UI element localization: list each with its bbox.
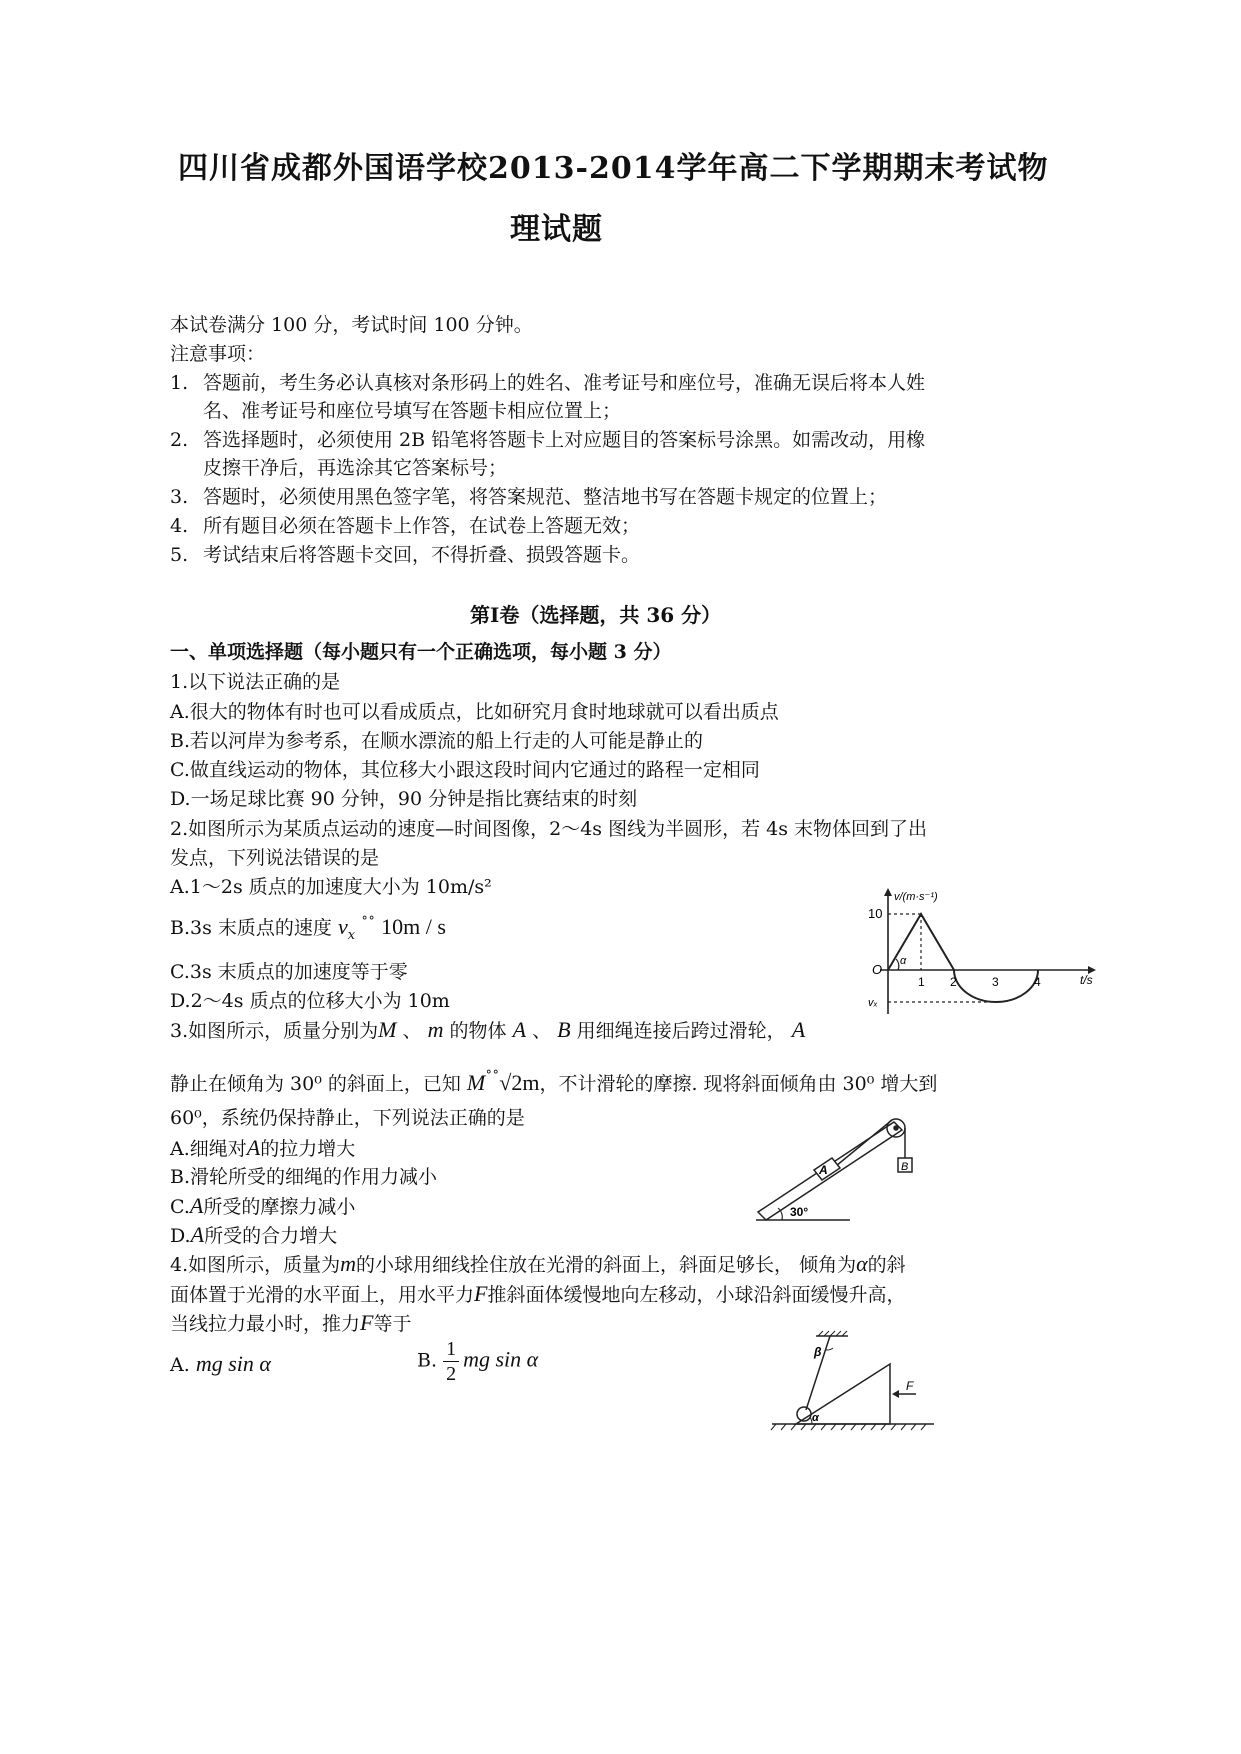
q3-text-d: 、 bbox=[532, 1020, 552, 1042]
q3-text-a: 3.如图所示，质量分别为 bbox=[170, 1020, 379, 1042]
vt-tick-1: 1 bbox=[918, 975, 925, 989]
q4-text-a: 4.如图所示，质量为 bbox=[170, 1254, 341, 1276]
q3-object-A: A bbox=[512, 1017, 527, 1042]
q4-b-fraction bbox=[443, 1337, 459, 1386]
q3-c-A: A bbox=[189, 1193, 204, 1218]
q1-stem: 1.以下说法正确的是 bbox=[170, 671, 341, 693]
q2-stem-line1: 2.如图所示为某质点运动的速度—时间图像，2～4s 图线为半圆形，若 4s 末物体回到了出 bbox=[170, 818, 928, 840]
q4-stem-line3 bbox=[170, 1311, 411, 1336]
vt-alpha-arc bbox=[896, 959, 899, 970]
q3-a-post: 的拉力增大 bbox=[260, 1138, 356, 1160]
q4-stem-line2 bbox=[170, 1282, 905, 1307]
note-2-num: 2. bbox=[170, 429, 189, 451]
q3-c-post: 所受的摩擦力减小 bbox=[203, 1196, 356, 1218]
vt-ylabel: v/(m·s⁻¹) bbox=[894, 891, 938, 903]
q4-a-label: A. bbox=[170, 1354, 190, 1376]
vt-tick-4: 4 bbox=[1034, 975, 1041, 989]
note-1-line2: 名、准考证号和座位号填写在答题卡相应位置上； bbox=[203, 400, 622, 422]
note-3-num: 3. bbox=[170, 486, 189, 508]
section-title: 第Ⅰ卷（选择题，共 36 分） bbox=[470, 603, 722, 627]
note-2-line2: 皮擦干净后，再选涂其它答案标号； bbox=[203, 457, 508, 479]
q4-stem-line1 bbox=[170, 1252, 906, 1277]
ball-incline-figure bbox=[768, 1330, 938, 1438]
q4-text-e: 推斜面体缓慢地向左移动，小球沿斜面缓慢升高， bbox=[487, 1284, 906, 1306]
force-label: F bbox=[906, 1379, 914, 1393]
q2-stem-line2: 发点，下列说法错误的是 bbox=[170, 847, 380, 869]
incline-pulley-figure bbox=[752, 1108, 932, 1226]
q2-velocity-symbol: v bbox=[337, 914, 348, 939]
q3-option-d bbox=[170, 1223, 337, 1248]
q4-text-b: 的小球用细线拴住放在光滑的斜面上，斜面足够长， 倾角为 bbox=[356, 1254, 857, 1276]
doc-title-line1: 四川省成都外国语学校2013-2014学年高二下学期期末考试物 bbox=[178, 151, 1049, 186]
note-2-line1: 答选择题时，必须使用 2B 铅笔将答题卡上对应题目的答案标号涂黑。如需改动，用橡 bbox=[203, 429, 926, 451]
q3-text-g: ，不计滑轮的摩擦. 现将斜面倾角由 30⁰ 增大到 bbox=[539, 1073, 938, 1095]
q3-garbled-symbol: ˚˚ bbox=[485, 1070, 500, 1086]
q3-text-b: 、 bbox=[402, 1020, 422, 1042]
q2-option-d: D.2～4s 质点的位移大小为 10m bbox=[170, 990, 450, 1012]
q4-text-f: 当线拉力最小时，推力 bbox=[170, 1313, 361, 1335]
vt-origin-label: O bbox=[872, 962, 883, 977]
q3-text-f: 静止在倾角为 30⁰ 的斜面上，已知 bbox=[170, 1073, 461, 1095]
q1-option-c: C.做直线运动的物体，其位移大小跟这段时间内它通过的路程一定相同 bbox=[170, 759, 760, 781]
q2-velocity-value: 10m / s bbox=[381, 914, 446, 939]
q3-d-A: A bbox=[190, 1222, 205, 1247]
notes-heading: 注意事项： bbox=[170, 343, 266, 365]
q3-object-A2: A bbox=[791, 1017, 806, 1042]
q1-option-b: B.若以河岸为参考系，在顺水漂流的船上行走的人可能是静止的 bbox=[170, 730, 704, 752]
vt-graph-figure bbox=[858, 884, 1110, 1024]
block-B-label: B bbox=[901, 1161, 909, 1173]
q2-option-a: A.1～2s 质点的加速度大小为 10m/s² bbox=[170, 876, 492, 898]
vt-y10-label: 10 bbox=[868, 906, 883, 921]
note-1-num: 1. bbox=[170, 372, 189, 394]
q4-text-c: 的斜 bbox=[867, 1254, 906, 1276]
q3-mass-M2: M bbox=[466, 1070, 486, 1095]
q3-text-e: 用细绳连接后跨过滑轮， bbox=[576, 1020, 786, 1042]
alpha-label: α bbox=[812, 1412, 819, 1424]
q4-force-F: F bbox=[474, 1281, 488, 1306]
q2-velocity-subscript: x bbox=[347, 927, 356, 943]
q3-d-pre: D. bbox=[170, 1225, 191, 1247]
beta-label: β bbox=[814, 1345, 822, 1359]
q2-option-b-prefix: B.3s 末质点的速度 bbox=[170, 917, 332, 939]
q3-option-b: B.滑轮所受的细绳的作用力减小 bbox=[170, 1166, 438, 1188]
incline-angle-label: 30° bbox=[790, 1205, 809, 1219]
q4-alpha: α bbox=[856, 1251, 868, 1276]
vt-vx-label: vₓ bbox=[868, 997, 878, 1009]
q3-d-post: 所受的合力增大 bbox=[204, 1225, 338, 1247]
q1-option-d: D.一场足球比赛 90 分钟，90 分钟是指比赛结束的时刻 bbox=[170, 788, 638, 810]
q3-option-a bbox=[170, 1136, 355, 1161]
exam-intro: 本试卷满分 100 分，考试时间 100 分钟。 bbox=[170, 314, 533, 336]
vt-alpha-label: α bbox=[900, 955, 907, 967]
q4-b-label: B. bbox=[417, 1349, 438, 1372]
doc-title-line2: 理试题 bbox=[510, 212, 603, 247]
q3-mass-m: m bbox=[427, 1017, 444, 1042]
note-4-line1: 所有题目必须在答题卡上作答，在试卷上答题无效； bbox=[203, 515, 641, 537]
note-5-num: 5. bbox=[170, 544, 189, 566]
q3-text-c: 的物体 bbox=[449, 1020, 507, 1042]
note-5-line1: 考试结束后将答题卡交回，不得折叠、损毁答题卡。 bbox=[203, 544, 641, 566]
part-title: 一、单项选择题（每小题只有一个正确选项，每小题 3 分） bbox=[170, 641, 672, 663]
block-A-label: A bbox=[819, 1163, 828, 1177]
q4-b-expression: mg sin α bbox=[463, 1346, 539, 1372]
beta-arc bbox=[826, 1348, 833, 1350]
q4-force-F2: F bbox=[360, 1310, 374, 1335]
q4-a-expression: mg sin α bbox=[195, 1351, 271, 1376]
q3-c-pre: C. bbox=[170, 1196, 190, 1218]
q1-option-a: A.很大的物体有时也可以看成质点，比如研究月食时地球就可以看出质点 bbox=[170, 701, 779, 723]
q3-option-c bbox=[170, 1194, 355, 1219]
q4-text-g: 等于 bbox=[373, 1313, 412, 1335]
vt-tick-2: 2 bbox=[950, 975, 957, 989]
vt-tick-3: 3 bbox=[992, 975, 999, 989]
q3-stem-line2 bbox=[170, 1066, 937, 1096]
vt-xlabel: t/s bbox=[1080, 973, 1093, 987]
q3-a-pre: A.细绳对 bbox=[170, 1138, 247, 1160]
q3-object-B: B bbox=[557, 1017, 571, 1042]
q4-option-b bbox=[417, 1337, 538, 1386]
q2-option-b bbox=[170, 912, 446, 948]
q2-option-c: C.3s 末质点的加速度等于零 bbox=[170, 961, 408, 983]
q4-b-denominator: 2 bbox=[446, 1363, 457, 1385]
q4-mass-m: m bbox=[340, 1251, 357, 1276]
q4-option-a bbox=[170, 1352, 271, 1377]
note-1-line1: 答题前，考生务必认真核对条形码上的姓名、准考证号和座位号，准确无误后将本人姓 bbox=[203, 372, 926, 394]
wedge bbox=[796, 1364, 890, 1424]
note-4-num: 4. bbox=[170, 515, 189, 537]
q3-sqrt-expression: √2m bbox=[499, 1070, 540, 1095]
q4-text-d: 面体置于光滑的水平面上，用水平力 bbox=[170, 1284, 475, 1306]
q2-garbled-symbol: ˚˚ bbox=[361, 916, 376, 932]
q3-a-A: A bbox=[246, 1135, 261, 1160]
q3-mass-M: M bbox=[378, 1017, 397, 1042]
q3-stem-line3: 60⁰，系统仍保持静止，下列说法正确的是 bbox=[170, 1107, 525, 1129]
q4-b-numerator: 1 bbox=[443, 1337, 459, 1362]
q3-stem-line1 bbox=[170, 1018, 805, 1043]
note-3-line1: 答题时，必须使用黑色签字笔，将答案规范、整洁地书写在答题卡规定的位置上； bbox=[203, 486, 888, 508]
